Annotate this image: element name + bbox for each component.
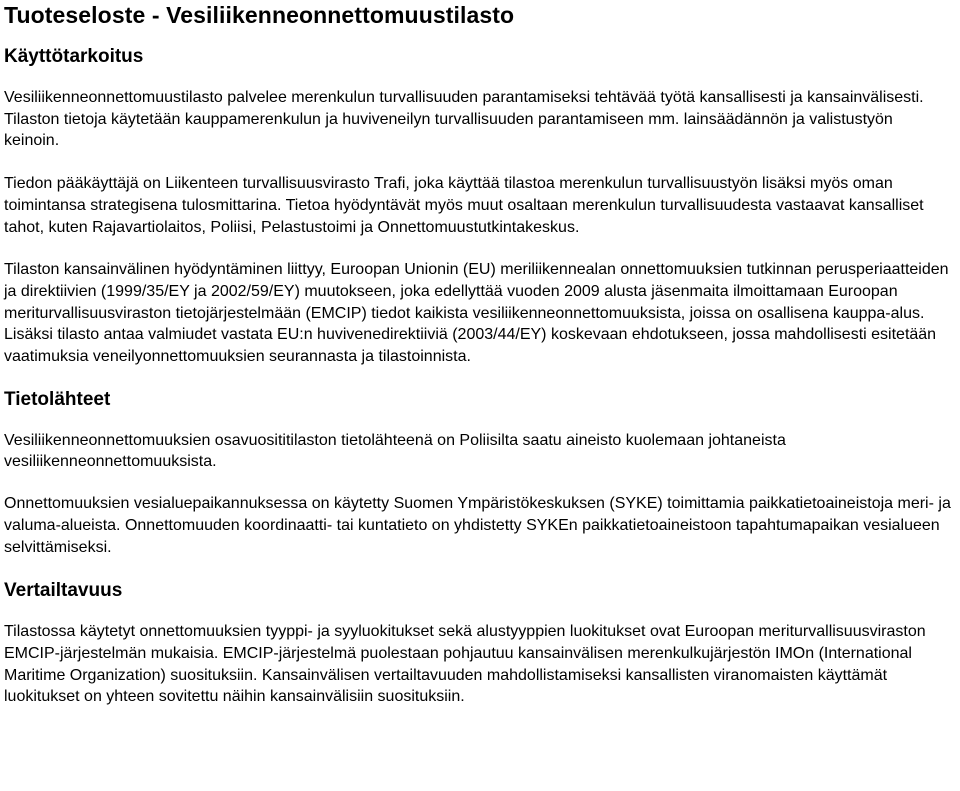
section-heading: Käyttötarkoitus [4,46,144,67]
paragraph: Tilaston kansainvälinen hyödyntäminen liittyy, Euroopan Unionin (EU) meriliikennealan onnettomuuksien tutkinnan perusperiaatteiden ja direktiivien (1999/35/EY ja 2002/59/EY) muutokseen, joka edellyttää vuoden 2009 alusta jäsenmaita ilmoittamaan Euroopan meriturvallisuusviraston tietojärjestelmään (EMCIP) tiedot kaikista vesiliikenneonnettomuuksista, joissa on osallisena kauppa-alus. Lisäksi tilasto antaa valmiudet vastata EU:n huvivenedirektiiviä (2003/44/EY) koskevaan ehdotukseen, jossa mahdollisesti esitetään vaatimuksia veneilyonnettomuuksien seurannasta ja tilastoinnista. [4,261,949,366]
paragraph: Vesiliikenneonnettomuustilasto palvelee merenkulun turvallisuuden parantamiseksi tehtävää työtä kansallisesti ja kansainvälisesti. Tilaston tietoja käytetään kauppamerenkulun ja huviveneilyn turvallisuuden parantamiseen mm. lainsäädännön ja valistustyön keinoin. [4,89,924,150]
section-vertailtavuus [4,579,952,708]
section-tietolahteet [4,388,952,559]
paragraph: Vesiliikenneonnettomuuksien osavuosititilaston tietolähteenä on Poliisilta saatu aineisto kuolemaan johtaneista vesiliikenneonnettomuuksista. [4,431,786,471]
document-title: Tuoteseloste - Vesiliikenneonnettomuustilasto [4,2,515,28]
section-kayttotarkoitus [4,45,952,368]
section-heading: Tietolähteet [4,388,111,410]
paragraph: Tilastossa käytetyt onnettomuuksien tyyppi- ja syyluokitukset sekä alustyyppien luokitukset ovat Euroopan meriturvallisuusviraston EMCIP-järjestelmän mukaisia. EMCIP-järjestelmä puolestaan pohjautuu kansainvälisen merenkulkujärjestön IMOn (International Maritime Organization) suosituksiin. Kansainvälisen vertailtavuuden mahdollistamiseksi kansallisten viranomaisten käyttämät luokitukset on yhteen sovitettu näihin kansainvälisiin suosituksiin. [4,623,926,706]
paragraph: Tiedon pääkäyttäjä on Liikenteen turvallisuusvirasto Trafi, joka käyttää tilastoa merenkulun turvallisuustyön lisäksi myös oman toimintansa strategisena tulosmittarina. Tietoa hyödyntävät myös muut osaltaan merenkulun turvallisuudesta vastaavat kansalliset tahot, kuten Rajavartiolaitos, Poliisi, Pelastustoimi ja Onnettomuustutkintakeskus. [4,175,924,236]
paragraph: Onnettomuuksien vesialuepaikannuksessa on käytetty Suomen Ympäristökeskuksen (SYKE) toimittamia paikkatietoaineistoja meri- ja valuma-alueista. Onnettomuuden koordinaatti- tai kuntatieto on yhdistetty SYKEn paikkatietoaineistoon tapahtumapaikan vesialueen selvittämiseksi. [4,495,951,556]
section-heading: Vertailtavuus [4,580,123,602]
